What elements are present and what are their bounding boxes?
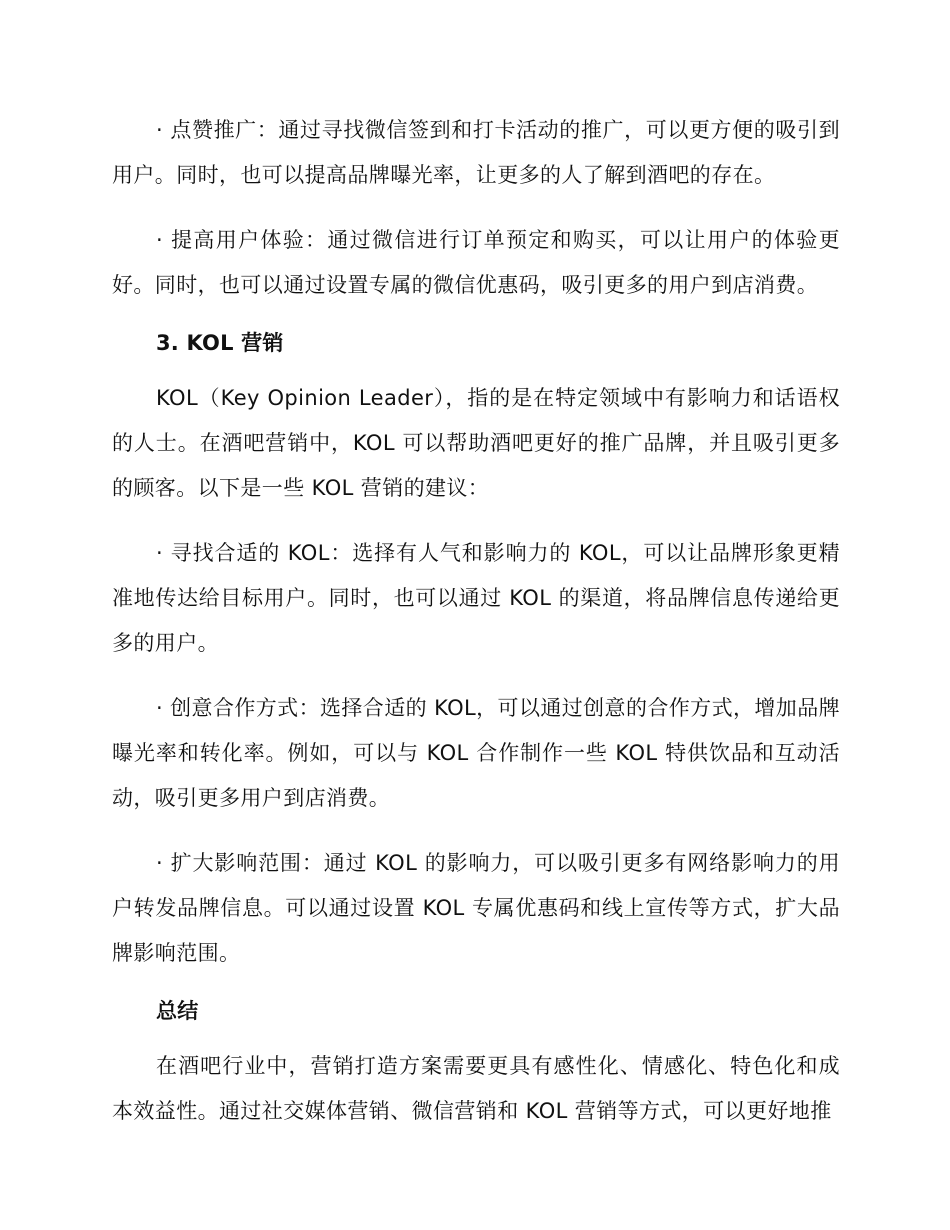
bullet-expand-influence: · 扩大影响范围：通过 KOL 的影响力，可以吸引更多有网络影响力的用户转发品牌信息。可以通过设置 KOL 专属优惠码和线上宣传等方式，扩大品牌影响范围。	[112, 851, 840, 965]
bullet-find-kol: · 寻找合适的 KOL：选择有人气和影响力的 KOL，可以让品牌形象更精准地传达给目标用户。同时，也可以通过 KOL 的渠道，将品牌信息传递给更多的用户。	[112, 541, 840, 655]
document-body	[112, 108, 840, 1154]
bullet-user-experience: · 提高用户体验：通过微信进行订单预定和购买，可以让用户的体验更好。同时，也可以通过设置专属的微信优惠码，吸引更多的用户到店消费。	[112, 228, 840, 297]
bullet-creative-cooperation: · 创意合作方式：选择合适的 KOL，可以通过创意的合作方式，增加品牌曝光率和转化率。例如，可以与 KOL 合作制作一些 KOL 特供饮品和互动活动，吸引更多用户到店消费。	[112, 696, 840, 810]
section-heading-kol: 3. KOL 营销	[156, 331, 284, 355]
bullet-like-promotion: · 点赞推广：通过寻找微信签到和打卡活动的推广，可以更方便的吸引到用户。同时，也可以提高品牌曝光率，让更多的人了解到酒吧的存在。	[112, 118, 840, 187]
summary-paragraph: 在酒吧行业中，营销打造方案需要更具有感性化、情感化、特色化和成本效益性。通过社交媒体营销、微信营销和 KOL 营销等方式，可以更好地推	[112, 1054, 840, 1123]
kol-intro-paragraph: KOL（Key Opinion Leader），指的是在特定领域中有影响力和话语权的人士。在酒吧营销中，KOL 可以帮助酒吧更好的推广品牌，并且吸引更多的顾客。以下是一些 KOL 营销的建议：	[112, 386, 840, 500]
section-heading-summary: 总结	[156, 999, 199, 1023]
